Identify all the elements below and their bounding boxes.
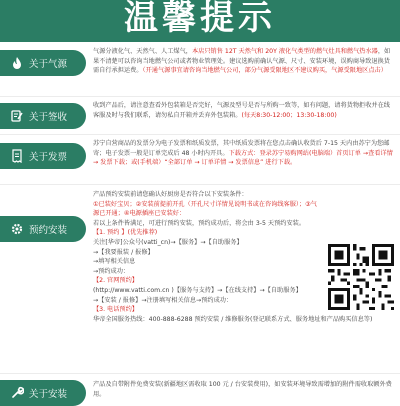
- divider: [0, 134, 400, 135]
- sign-text-1: 收到产品后，请注意查看外包装箱是否完好，气源及型号是否与所购一致等，如有问题，请将货物拒收并在线客服及时与我们联系，请勿私自开箱并丢弃外包装箱。: [93, 102, 390, 119]
- invoice-red-1: 下载方式：登录苏宁易购网站(电脑端）首页订单 →查看详情 → 发票下载；或(手机端）“全部订单 → 订单详情 → 发票信息” 进行下载。: [93, 149, 393, 167]
- install-line-5: 关注[华帝]公众号(vatti_cn)→【服务】→【自助服务】: [93, 238, 243, 246]
- pill-label-gas: 关于气源: [29, 59, 68, 70]
- invoice-text: [93, 139, 395, 168]
- install-line-7: →填写相关信息: [93, 258, 136, 266]
- pill-label-invoice: 关于发票: [29, 152, 68, 163]
- gas-red-2[interactable]: （开通气源事宜请咨询当地燃气公司，部分气源受限地区不建议购买，气源受限地区点击）: [142, 67, 387, 75]
- sign-text: [93, 101, 395, 120]
- divider: [0, 373, 400, 374]
- pill-label-sign: 关于签收: [29, 112, 68, 123]
- install-line-3: 若以上条件皆满足，可进行预约安装，预约成功后，将会由 3-5 天预约安装。: [93, 219, 306, 227]
- install-line-6: →【我要报装 / 报修】: [93, 248, 154, 256]
- install-line-2: ①已装好宝贝；②安装前提前开孔（开孔尺寸详情见说明书或在咨询线客服）；③气源已开通；④电源插座已安装好：: [93, 200, 317, 218]
- install-line-9: 【2. 官网预约】: [93, 277, 138, 285]
- sign-red-1: (每天8:30-12:00；13:30-18:00): [241, 111, 337, 119]
- gas-text-2: ，如果不清楚可以咨询当地燃气公司或者物业管理处。建议选购前确认气源、尺寸、安装环境，误购商导致退换货需自行承担运费。: [93, 48, 391, 75]
- install-line-13: 华帝全国服务热线：400-888-6288 预约安装 / 维修服务(登记联系方式、服务地址和产品购买信息等): [93, 315, 373, 323]
- gas-text-1: 气源分液化气、天然气、人工煤气，: [93, 48, 192, 55]
- pill-install: [0, 216, 86, 242]
- pill-invoice: [0, 143, 86, 169]
- install-line-10[interactable]: (http://www.vatti.com.cn )【服务与支持】→【在线支持】→【自助服务】: [93, 286, 302, 294]
- pill-gas: [0, 50, 86, 76]
- invoice-text-1: 苏宁自营商品的发票分为电子发票和纸质发票，其中纸质发票将在您点击确认收货后 7-15 天内由苏宁为您邮寄；电子发票一般是订单完成后 48 小时内开具。: [93, 140, 390, 157]
- install-line-1: 产品预约安装前请您确认好厨房是否符合以下安装条件：: [93, 191, 248, 198]
- qr-code: [328, 244, 394, 310]
- divider: [0, 184, 400, 185]
- install-line-12: 【3. 电话预约】: [93, 306, 138, 314]
- pill-label-install: 预约安装: [29, 225, 68, 236]
- install-line-4: 【1. 预约 】(优先推荐): [93, 229, 158, 237]
- header-banner: [0, 0, 400, 42]
- gear-icon: [10, 222, 24, 236]
- install-line-11: →【安装 / 报修】→注册填写相关信息→预约成功：: [93, 296, 233, 304]
- pill-fee: [0, 380, 86, 406]
- wrench-icon: [10, 386, 24, 400]
- pill-label-fee: 关于安装: [29, 389, 68, 400]
- signature-icon: [10, 109, 24, 123]
- divider: [0, 96, 400, 97]
- invoice-icon: [10, 149, 24, 163]
- page-title: 温馨提示: [124, 0, 276, 38]
- pill-sign: [0, 103, 86, 129]
- gas-red-1: 本店只销售 12T 天然气和 20Y 液化气类型的燃气灶具和燃气热水器: [192, 48, 378, 55]
- fee-text: 产品及自带附件免费安装(新疆地区需收取 100 元 / 台安装费用)，如安装环境导致需增加的附件需收取额外费用。: [93, 381, 392, 398]
- gas-text: [93, 47, 395, 76]
- install-line-8: →预约成功：: [93, 267, 130, 275]
- flame-icon: [10, 56, 24, 70]
